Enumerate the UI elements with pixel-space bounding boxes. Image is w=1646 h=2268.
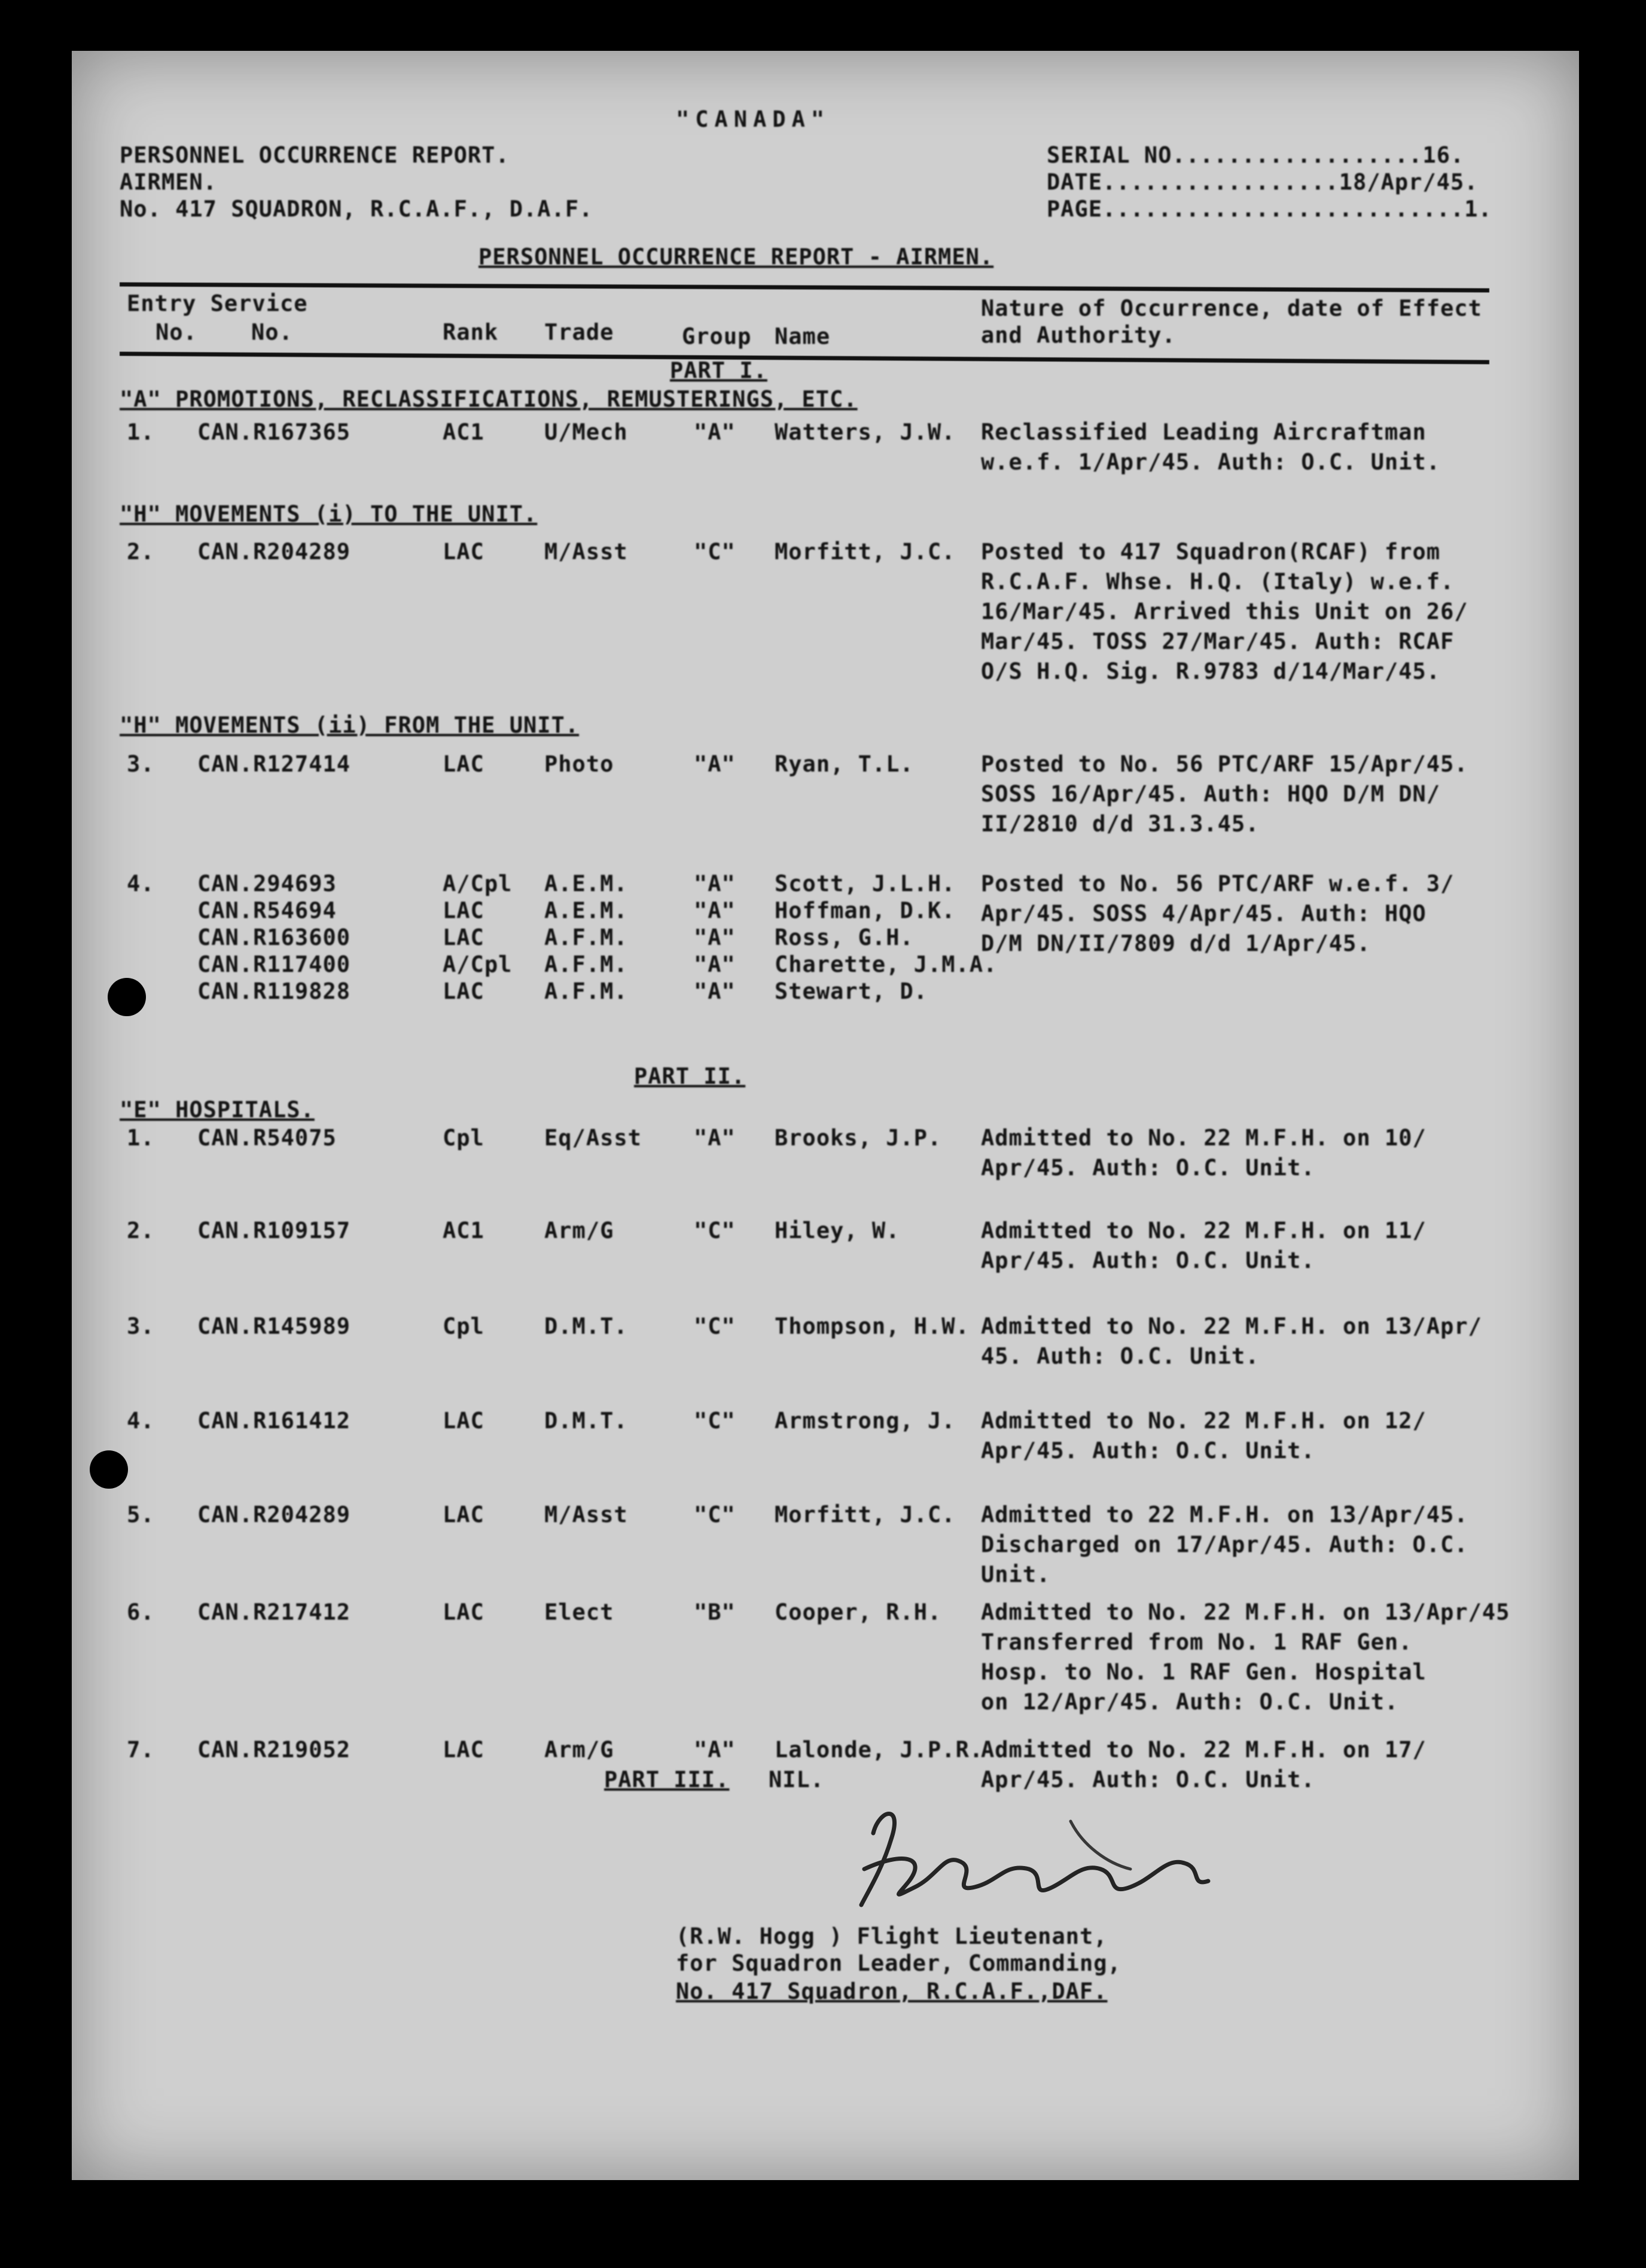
group: "C": [694, 539, 736, 565]
group: "C": [694, 1502, 736, 1528]
service-number: CAN.R54694: [197, 898, 337, 923]
signatory-name: (R.W. Hogg ) Flight Lieutenant,: [676, 1923, 1108, 1949]
col-name: Name: [775, 324, 831, 349]
occurrence-text: Hosp. to No. 1 RAF Gen. Hospital: [981, 1659, 1426, 1685]
occurrence-text: SOSS 16/Apr/45. Auth: HQO D/M DN/: [981, 781, 1441, 807]
rank: LAC: [443, 925, 484, 950]
rank: LAC: [443, 539, 484, 565]
group: "A": [694, 751, 736, 777]
trade: A.E.M.: [544, 898, 628, 923]
airman-name: Lalonde, J.P.R.: [775, 1737, 984, 1763]
airman-name: Cooper, R.H.: [775, 1599, 942, 1625]
trade: A.F.M.: [544, 925, 628, 950]
trade: A.F.M.: [544, 978, 628, 1004]
service-number: CAN.R161412: [197, 1408, 351, 1434]
header-rule-top: [120, 282, 1489, 292]
entry-number: 5.: [127, 1502, 155, 1528]
section-h-in-heading: "H" MOVEMENTS (i) TO THE UNIT.: [120, 501, 538, 527]
occurrence-text: Posted to No. 56 PTC/ARF w.e.f. 3/: [981, 871, 1455, 897]
airman-name: Thompson, H.W.: [775, 1313, 970, 1339]
part-3-nil: NIL.: [769, 1767, 825, 1793]
service-number: CAN.R163600: [197, 925, 351, 950]
part-1-label: PART I.: [670, 358, 767, 383]
trade: Arm/G: [544, 1218, 614, 1243]
rank: LAC: [443, 751, 484, 777]
rank: LAC: [443, 1502, 484, 1528]
rank: A/Cpl: [443, 952, 513, 977]
punch-hole-lower: [90, 1450, 128, 1489]
rank: Cpl: [443, 1313, 484, 1339]
col-entry-service: Entry Service: [127, 291, 308, 316]
rank: AC1: [443, 1218, 484, 1243]
occurrence-text: Admitted to No. 22 M.F.H. on 13/Apr/45: [981, 1599, 1510, 1625]
section-h-out-heading: "H" MOVEMENTS (ii) FROM THE UNIT.: [120, 712, 580, 738]
occurrence-text: Admitted to No. 22 M.F.H. on 17/: [981, 1737, 1426, 1763]
occurrence-text: II/2810 d/d 31.3.45.: [981, 811, 1260, 837]
airman-name: Hoffman, D.K.: [775, 898, 956, 923]
airman-name: Stewart, D.: [775, 978, 928, 1004]
occurrence-text: Apr/45. SOSS 4/Apr/45. Auth: HQO: [981, 901, 1426, 926]
airman-name: Hiley, W.: [775, 1218, 900, 1243]
header-line-1: PERSONNEL OCCURRENCE REPORT.: [120, 142, 510, 168]
punch-hole-upper: [108, 978, 146, 1016]
part-2-label: PART II.: [634, 1063, 746, 1089]
entry-number: 2.: [127, 539, 155, 565]
trade: D.M.T.: [544, 1408, 628, 1434]
rank: A/Cpl: [443, 871, 513, 897]
service-number: CAN.R119828: [197, 978, 351, 1004]
airman-name: Brooks, J.P.: [775, 1125, 942, 1151]
trade: M/Asst: [544, 1502, 628, 1528]
signature-image: [748, 1797, 1274, 1929]
group: "C": [694, 1313, 736, 1339]
entry-number: 2.: [127, 1218, 155, 1243]
airman-name: Ryan, T.L.: [775, 751, 914, 777]
occurrence-text: Admitted to No. 22 M.F.H. on 10/: [981, 1125, 1426, 1151]
group: "A": [694, 925, 736, 950]
trade: Elect: [544, 1599, 614, 1625]
service-number: CAN.R54075: [197, 1125, 337, 1151]
trade: M/Asst: [544, 539, 628, 565]
serial-number: SERIAL NO..................16.: [1047, 142, 1465, 168]
occurrence-text: 45. Auth: O.C. Unit.: [981, 1343, 1260, 1369]
group: "B": [694, 1599, 736, 1625]
group: "A": [694, 898, 736, 923]
service-number: CAN.R204289: [197, 539, 351, 565]
page-number: PAGE..........................1.: [1047, 196, 1492, 222]
airman-name: Armstrong, J.: [775, 1408, 956, 1434]
signatory-unit: No. 417 Squadron, R.C.A.F.,DAF.: [676, 1979, 1108, 2004]
entry-number: 4.: [127, 1408, 155, 1434]
signatory-role: for Squadron Leader, Commanding,: [676, 1950, 1121, 1976]
part-3-label: PART III.: [604, 1767, 730, 1793]
service-number: CAN.R204289: [197, 1502, 351, 1528]
occurrence-text: Admitted to No. 22 M.F.H. on 12/: [981, 1408, 1426, 1434]
occurrence-text: on 12/Apr/45. Auth: O.C. Unit.: [981, 1689, 1399, 1715]
group: "C": [694, 1218, 736, 1243]
service-number: CAN.R117400: [197, 952, 351, 977]
group: "A": [694, 419, 736, 445]
group: "C": [694, 1408, 736, 1434]
airman-name: Morfitt, J.C.: [775, 1502, 956, 1528]
service-number: CAN.R217412: [197, 1599, 351, 1625]
service-number: CAN.294693: [197, 871, 337, 897]
col-group: Group: [682, 324, 752, 349]
occurrence-text: w.e.f. 1/Apr/45. Auth: O.C. Unit.: [981, 449, 1441, 475]
group: "A": [694, 1125, 736, 1151]
occurrence-text: Unit.: [981, 1562, 1051, 1587]
rank: LAC: [443, 978, 484, 1004]
entry-number: 3.: [127, 1313, 155, 1339]
entry-number: 7.: [127, 1737, 155, 1763]
occurrence-text: Admitted to 22 M.F.H. on 13/Apr/45.: [981, 1502, 1468, 1528]
col-entry-no: No.: [156, 319, 197, 345]
trade: Photo: [544, 751, 614, 777]
occurrence-text: Posted to 417 Squadron(RCAF) from: [981, 539, 1441, 565]
rank: AC1: [443, 419, 484, 445]
trade: U/Mech: [544, 419, 628, 445]
section-a-heading: "A" PROMOTIONS, RECLASSIFICATIONS, REMUSTERINGS, ETC.: [120, 386, 858, 412]
col-rank: Rank: [443, 319, 499, 345]
entry-number: 4.: [127, 871, 155, 897]
occurrence-text: Apr/45. Auth: O.C. Unit.: [981, 1438, 1315, 1464]
report-title: PERSONNEL OCCURRENCE REPORT - AIRMEN.: [478, 244, 994, 270]
rank: LAC: [443, 1599, 484, 1625]
occurrence-text: Apr/45. Auth: O.C. Unit.: [981, 1155, 1315, 1181]
occurrence-text: D/M DN/II/7809 d/d 1/Apr/45.: [981, 931, 1371, 956]
airman-name: Charette, J.M.A.: [775, 952, 998, 977]
document-page: [72, 51, 1579, 2180]
airman-name: Ross, G.H.: [775, 925, 914, 950]
occurrence-text: Apr/45. Auth: O.C. Unit.: [981, 1248, 1315, 1273]
rank: LAC: [443, 898, 484, 923]
trade: D.M.T.: [544, 1313, 628, 1339]
report-date: DATE.................18/Apr/45.: [1047, 169, 1479, 195]
service-number: CAN.R127414: [197, 751, 351, 777]
trade: Eq/Asst: [544, 1125, 642, 1151]
occurrence-text: Admitted to No. 22 M.F.H. on 13/Apr/: [981, 1313, 1482, 1339]
rank: Cpl: [443, 1125, 484, 1151]
entry-number: 3.: [127, 751, 155, 777]
col-service-no: No.: [251, 319, 293, 345]
occurrence-text: R.C.A.F. Whse. H.Q. (Italy) w.e.f.: [981, 569, 1455, 595]
airman-name: Scott, J.L.H.: [775, 871, 956, 897]
entry-number: 1.: [127, 1125, 155, 1151]
occurrence-text: Reclassified Leading Aircraftman: [981, 419, 1426, 445]
occurrence-text: O/S H.Q. Sig. R.9783 d/14/Mar/45.: [981, 659, 1441, 684]
rank: LAC: [443, 1408, 484, 1434]
service-number: CAN.R167365: [197, 419, 351, 445]
header-line-3: No. 417 SQUADRON, R.C.A.F., D.A.F.: [120, 196, 593, 222]
service-number: CAN.R219052: [197, 1737, 351, 1763]
rank: LAC: [443, 1737, 484, 1763]
group: "A": [694, 871, 736, 897]
col-trade: Trade: [544, 319, 614, 345]
occurrence-text: Apr/45. Auth: O.C. Unit.: [981, 1767, 1315, 1793]
document-title: "CANADA": [676, 106, 831, 132]
occurrence-text: Admitted to No. 22 M.F.H. on 11/: [981, 1218, 1426, 1243]
entry-number: 6.: [127, 1599, 155, 1625]
service-number: CAN.R109157: [197, 1218, 351, 1243]
airman-name: Morfitt, J.C.: [775, 539, 956, 565]
col-nature-line1: Nature of Occurrence, date of Effect: [981, 295, 1482, 321]
entry-number: 1.: [127, 419, 155, 445]
col-nature-line2: and Authority.: [981, 322, 1176, 348]
occurrence-text: Mar/45. TOSS 27/Mar/45. Auth: RCAF: [981, 629, 1455, 654]
section-e-heading: "E" HOSPITALS.: [120, 1097, 315, 1123]
airman-name: Watters, J.W.: [775, 419, 956, 445]
group: "A": [694, 978, 736, 1004]
trade: A.F.M.: [544, 952, 628, 977]
occurrence-text: Posted to No. 56 PTC/ARF 15/Apr/45.: [981, 751, 1468, 777]
header-line-2: AIRMEN.: [120, 169, 217, 195]
trade: A.E.M.: [544, 871, 628, 897]
occurrence-text: 16/Mar/45. Arrived this Unit on 26/: [981, 599, 1468, 624]
trade: Arm/G: [544, 1737, 614, 1763]
header-rule-bottom: [120, 352, 1489, 364]
occurrence-text: Discharged on 17/Apr/45. Auth: O.C.: [981, 1532, 1468, 1557]
group: "A": [694, 952, 736, 977]
occurrence-text: Transferred from No. 1 RAF Gen.: [981, 1629, 1413, 1655]
service-number: CAN.R145989: [197, 1313, 351, 1339]
group: "A": [694, 1737, 736, 1763]
